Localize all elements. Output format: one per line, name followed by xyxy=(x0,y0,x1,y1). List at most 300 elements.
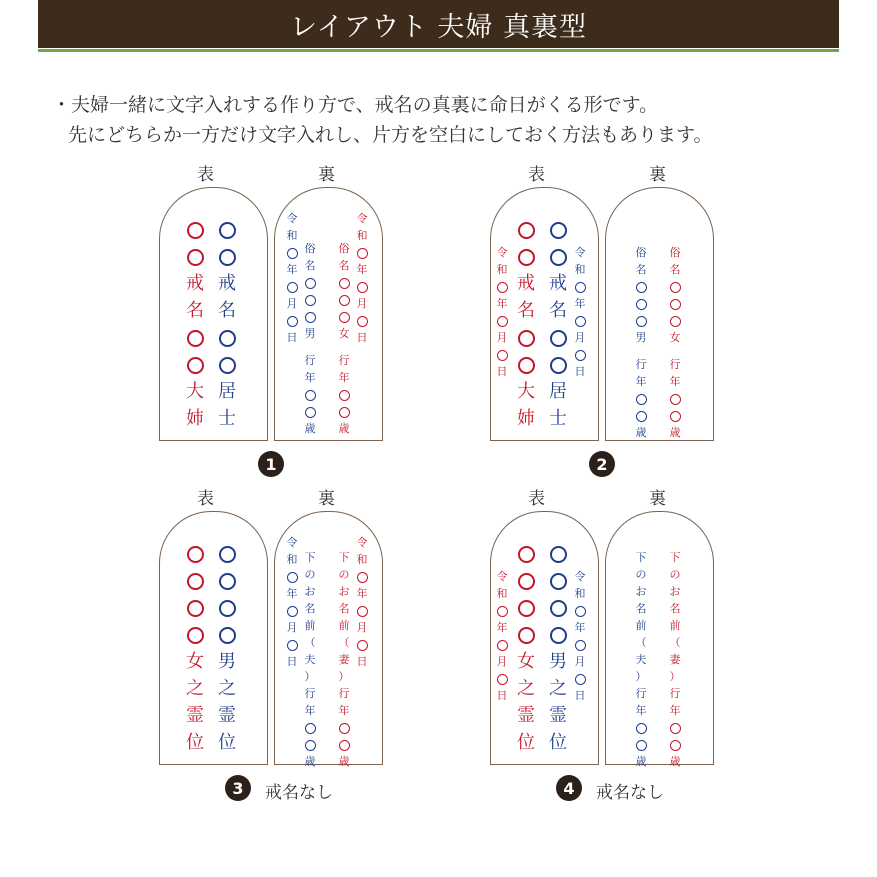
placeholder-circle-icon xyxy=(305,278,316,289)
glyph: 令 xyxy=(356,212,368,225)
placeholder-circle-icon xyxy=(670,740,681,751)
glyph xyxy=(355,312,369,329)
placeholder-circle-icon xyxy=(187,222,204,239)
glyph xyxy=(303,403,317,420)
glyph: お xyxy=(304,585,316,598)
glyph: お xyxy=(669,585,681,598)
glyph: 戒 xyxy=(186,273,204,294)
glyph: 下 xyxy=(635,551,647,564)
page-title: レイアウト 夫婦 真裏型 xyxy=(289,11,587,43)
glyph: 行 xyxy=(338,687,350,700)
front-column-red xyxy=(184,540,206,756)
tablet-back xyxy=(605,187,714,441)
glyph: 夫 xyxy=(304,653,316,666)
placeholder-circle-icon xyxy=(219,600,236,617)
glyph xyxy=(547,216,569,243)
glyph xyxy=(184,567,206,594)
glyph: 霊 xyxy=(517,705,535,726)
glyph xyxy=(184,216,206,243)
glyph: 行 xyxy=(338,354,350,367)
front-column-blue xyxy=(573,244,587,380)
glyph xyxy=(668,719,682,736)
placeholder-circle-icon xyxy=(357,248,368,259)
placeholder-circle-icon xyxy=(575,640,586,651)
tablet-front xyxy=(490,511,599,765)
glyph: 歳 xyxy=(669,755,681,768)
glyph xyxy=(547,324,569,351)
placeholder-circle-icon xyxy=(287,606,298,617)
placeholder-circle-icon xyxy=(187,357,204,374)
glyph xyxy=(184,594,206,621)
glyph: 妻 xyxy=(338,653,350,666)
placeholder-circle-icon xyxy=(670,282,681,293)
glyph: 名 xyxy=(517,300,535,321)
glyph: の xyxy=(635,568,647,581)
front-column-blue xyxy=(547,216,569,432)
glyph: 俗 xyxy=(304,242,316,255)
glyph xyxy=(285,278,299,295)
glyph xyxy=(303,342,317,352)
glyph: の xyxy=(669,568,681,581)
placeholder-circle-icon xyxy=(670,316,681,327)
glyph xyxy=(547,594,569,621)
placeholder-circle-icon xyxy=(575,316,586,327)
glyph xyxy=(216,540,238,567)
placeholder-circle-icon xyxy=(305,295,316,306)
placeholder-circle-icon xyxy=(636,282,647,293)
glyph: 年 xyxy=(304,704,316,717)
glyph: 位 xyxy=(517,732,535,753)
front-label: 表 xyxy=(528,489,545,509)
glyph xyxy=(634,346,648,356)
glyph: 歳 xyxy=(669,426,681,439)
glyph: 歳 xyxy=(338,422,350,435)
placeholder-circle-icon xyxy=(575,674,586,685)
glyph xyxy=(547,567,569,594)
placeholder-circle-icon xyxy=(550,222,567,239)
glyph: 令 xyxy=(356,536,368,549)
glyph xyxy=(495,670,509,687)
glyph xyxy=(634,390,648,407)
placeholder-circle-icon xyxy=(287,572,298,583)
glyph: お xyxy=(338,585,350,598)
glyph: 和 xyxy=(496,587,508,600)
glyph xyxy=(515,567,537,594)
glyph: 之 xyxy=(517,678,535,699)
glyph: 年 xyxy=(286,263,298,276)
glyph xyxy=(634,407,648,424)
glyph: ） xyxy=(338,670,350,683)
placeholder-circle-icon xyxy=(636,723,647,734)
glyph: 霊 xyxy=(218,705,236,726)
front-label: 表 xyxy=(197,165,214,185)
glyph xyxy=(337,719,351,736)
layout-number-badge: 4 xyxy=(556,775,582,801)
glyph: 男 xyxy=(635,331,647,344)
glyph: 下 xyxy=(669,551,681,564)
glyph: 月 xyxy=(496,331,508,344)
glyph: 令 xyxy=(496,570,508,583)
glyph xyxy=(515,324,537,351)
tablet-front xyxy=(159,187,268,441)
glyph: 行 xyxy=(635,687,647,700)
glyph: 令 xyxy=(574,246,586,259)
back-column-blue xyxy=(303,240,317,437)
glyph xyxy=(337,342,351,352)
glyph: 霊 xyxy=(549,705,567,726)
glyph: 名 xyxy=(304,259,316,272)
glyph: 歳 xyxy=(304,755,316,768)
glyph xyxy=(573,636,587,653)
glyph: 俗 xyxy=(635,246,647,259)
glyph: 居 xyxy=(549,381,567,402)
placeholder-circle-icon xyxy=(518,573,535,590)
glyph: （ xyxy=(304,636,316,649)
placeholder-circle-icon xyxy=(339,278,350,289)
glyph: 女 xyxy=(669,331,681,344)
placeholder-circle-icon xyxy=(219,573,236,590)
tablet-front xyxy=(159,511,268,765)
placeholder-circle-icon xyxy=(219,627,236,644)
glyph xyxy=(495,278,509,295)
glyph: 令 xyxy=(286,212,298,225)
glyph xyxy=(573,312,587,329)
front-column-red xyxy=(495,568,509,704)
glyph: 行 xyxy=(669,687,681,700)
glyph: （ xyxy=(635,636,647,649)
layout-panel-4 xyxy=(490,484,877,804)
glyph: 日 xyxy=(574,365,586,378)
page-header xyxy=(38,0,839,48)
glyph: 女 xyxy=(338,327,350,340)
glyph: 前 xyxy=(635,619,647,632)
glyph: 男 xyxy=(304,327,316,340)
back-column-blue xyxy=(285,534,299,670)
glyph xyxy=(285,636,299,653)
glyph xyxy=(573,602,587,619)
layout-caption: 戒名なし xyxy=(596,783,664,803)
glyph xyxy=(573,346,587,363)
glyph xyxy=(285,244,299,261)
placeholder-circle-icon xyxy=(575,606,586,617)
glyph xyxy=(337,386,351,403)
glyph: 大 xyxy=(186,381,204,402)
glyph xyxy=(634,312,648,329)
placeholder-circle-icon xyxy=(550,357,567,374)
glyph xyxy=(515,351,537,378)
glyph xyxy=(184,621,206,648)
glyph: 日 xyxy=(286,655,298,668)
glyph: 年 xyxy=(496,297,508,310)
glyph: 戒 xyxy=(517,273,535,294)
glyph xyxy=(547,243,569,270)
glyph xyxy=(634,736,648,753)
placeholder-circle-icon xyxy=(518,249,535,266)
placeholder-circle-icon xyxy=(518,600,535,617)
glyph: 歳 xyxy=(338,755,350,768)
glyph: 月 xyxy=(286,297,298,310)
glyph: 名 xyxy=(635,602,647,615)
placeholder-circle-icon xyxy=(575,282,586,293)
glyph: 年 xyxy=(356,263,368,276)
glyph xyxy=(303,274,317,291)
glyph xyxy=(337,736,351,753)
glyph: 名 xyxy=(338,259,350,272)
placeholder-circle-icon xyxy=(550,573,567,590)
back-column-blue xyxy=(634,549,648,770)
placeholder-circle-icon xyxy=(550,627,567,644)
placeholder-circle-icon xyxy=(287,640,298,651)
glyph xyxy=(216,621,238,648)
glyph: 之 xyxy=(186,678,204,699)
front-column-blue xyxy=(573,568,587,704)
placeholder-circle-icon xyxy=(219,330,236,347)
placeholder-circle-icon xyxy=(187,573,204,590)
placeholder-circle-icon xyxy=(219,546,236,563)
placeholder-circle-icon xyxy=(339,723,350,734)
front-column-blue xyxy=(216,216,238,432)
intro-line-2: 先にどちらか一方だけ文字入れし、片方を空白にしておく方法もあります。 xyxy=(68,124,713,146)
glyph xyxy=(668,346,682,356)
placeholder-circle-icon xyxy=(219,249,236,266)
layout-caption: 戒名なし xyxy=(265,783,333,803)
placeholder-circle-icon xyxy=(497,606,508,617)
glyph xyxy=(216,324,238,351)
glyph xyxy=(547,540,569,567)
placeholder-circle-icon xyxy=(219,357,236,374)
placeholder-circle-icon xyxy=(187,600,204,617)
back-column-red xyxy=(337,240,351,437)
placeholder-circle-icon xyxy=(287,282,298,293)
glyph xyxy=(547,351,569,378)
glyph xyxy=(216,567,238,594)
glyph xyxy=(634,295,648,312)
glyph: 位 xyxy=(549,732,567,753)
glyph: 年 xyxy=(338,704,350,717)
glyph xyxy=(184,324,206,351)
glyph xyxy=(495,312,509,329)
glyph: 令 xyxy=(496,246,508,259)
glyph xyxy=(634,719,648,736)
glyph: 下 xyxy=(338,551,350,564)
glyph: 歳 xyxy=(304,422,316,435)
glyph: 男 xyxy=(218,651,236,672)
placeholder-circle-icon xyxy=(187,546,204,563)
front-column-red xyxy=(495,244,509,380)
glyph: 之 xyxy=(549,678,567,699)
back-column-red xyxy=(355,534,369,670)
front-column-red xyxy=(515,540,537,756)
placeholder-circle-icon xyxy=(636,299,647,310)
layout-panel-2 xyxy=(490,160,877,480)
glyph: 月 xyxy=(286,621,298,634)
placeholder-circle-icon xyxy=(518,546,535,563)
glyph xyxy=(184,540,206,567)
glyph: 行 xyxy=(304,354,316,367)
glyph: 歳 xyxy=(635,755,647,768)
glyph: 名 xyxy=(186,300,204,321)
placeholder-circle-icon xyxy=(357,606,368,617)
back-column-blue xyxy=(303,549,317,770)
glyph xyxy=(515,540,537,567)
glyph xyxy=(337,291,351,308)
back-label: 裏 xyxy=(649,489,666,509)
placeholder-circle-icon xyxy=(357,572,368,583)
glyph xyxy=(355,278,369,295)
glyph: 和 xyxy=(356,553,368,566)
glyph: 名 xyxy=(218,300,236,321)
front-column-blue xyxy=(216,540,238,756)
glyph: 戒 xyxy=(218,273,236,294)
placeholder-circle-icon xyxy=(550,546,567,563)
glyph xyxy=(495,602,509,619)
placeholder-circle-icon xyxy=(357,282,368,293)
placeholder-circle-icon xyxy=(305,740,316,751)
intro-text xyxy=(52,90,712,150)
glyph: 位 xyxy=(186,732,204,753)
back-label: 裏 xyxy=(649,165,666,185)
placeholder-circle-icon xyxy=(305,723,316,734)
placeholder-circle-icon xyxy=(339,295,350,306)
glyph xyxy=(573,278,587,295)
glyph xyxy=(303,308,317,325)
glyph: 女 xyxy=(517,651,535,672)
layout-number-badge: 3 xyxy=(225,775,251,801)
glyph: 日 xyxy=(496,689,508,702)
glyph xyxy=(337,308,351,325)
glyph xyxy=(285,312,299,329)
glyph: お xyxy=(635,585,647,598)
placeholder-circle-icon xyxy=(636,316,647,327)
glyph xyxy=(668,736,682,753)
glyph: 和 xyxy=(496,263,508,276)
placeholder-circle-icon xyxy=(187,627,204,644)
glyph: 前 xyxy=(669,619,681,632)
glyph xyxy=(216,351,238,378)
glyph xyxy=(668,407,682,424)
glyph: 年 xyxy=(286,587,298,600)
glyph: 月 xyxy=(574,331,586,344)
glyph: 霊 xyxy=(186,705,204,726)
glyph xyxy=(355,568,369,585)
glyph: 名 xyxy=(549,300,567,321)
glyph: 和 xyxy=(286,553,298,566)
placeholder-circle-icon xyxy=(497,640,508,651)
placeholder-circle-icon xyxy=(636,394,647,405)
front-column-blue xyxy=(547,540,569,756)
glyph: 姉 xyxy=(517,408,535,429)
glyph: 日 xyxy=(574,689,586,702)
glyph xyxy=(634,278,648,295)
glyph: 日 xyxy=(356,655,368,668)
placeholder-circle-icon xyxy=(518,627,535,644)
header-rule xyxy=(38,49,839,52)
placeholder-circle-icon xyxy=(339,407,350,418)
glyph: 和 xyxy=(574,263,586,276)
glyph: 妻 xyxy=(669,653,681,666)
glyph: の xyxy=(338,568,350,581)
glyph: 令 xyxy=(574,570,586,583)
placeholder-circle-icon xyxy=(497,350,508,361)
glyph xyxy=(285,568,299,585)
placeholder-circle-icon xyxy=(497,674,508,685)
glyph: 月 xyxy=(356,297,368,310)
glyph: 年 xyxy=(574,621,586,634)
glyph: 士 xyxy=(549,408,567,429)
glyph: ） xyxy=(669,670,681,683)
glyph: 名 xyxy=(304,602,316,615)
placeholder-circle-icon xyxy=(636,411,647,422)
back-column-red xyxy=(668,244,682,441)
glyph: 和 xyxy=(356,229,368,242)
placeholder-circle-icon xyxy=(305,312,316,323)
placeholder-circle-icon xyxy=(670,411,681,422)
placeholder-circle-icon xyxy=(305,407,316,418)
glyph: 夫 xyxy=(635,653,647,666)
glyph xyxy=(668,295,682,312)
glyph: 年 xyxy=(635,375,647,388)
placeholder-circle-icon xyxy=(339,740,350,751)
placeholder-circle-icon xyxy=(550,249,567,266)
placeholder-circle-icon xyxy=(497,282,508,293)
back-column-blue xyxy=(634,244,648,441)
glyph xyxy=(668,278,682,295)
tablet-back xyxy=(274,511,383,768)
glyph: 年 xyxy=(669,704,681,717)
glyph xyxy=(515,243,537,270)
glyph: 和 xyxy=(286,229,298,242)
placeholder-circle-icon xyxy=(636,740,647,751)
front-label: 表 xyxy=(197,489,214,509)
glyph: 名 xyxy=(669,602,681,615)
front-column-red xyxy=(515,216,537,432)
glyph: 年 xyxy=(496,621,508,634)
glyph: 年 xyxy=(574,297,586,310)
glyph: 戒 xyxy=(549,273,567,294)
glyph: 名 xyxy=(669,263,681,276)
placeholder-circle-icon xyxy=(339,312,350,323)
glyph: 前 xyxy=(304,619,316,632)
glyph xyxy=(216,216,238,243)
placeholder-circle-icon xyxy=(187,330,204,347)
glyph: 之 xyxy=(218,678,236,699)
glyph: （ xyxy=(338,636,350,649)
glyph xyxy=(495,346,509,363)
glyph: 月 xyxy=(574,655,586,668)
placeholder-circle-icon xyxy=(518,330,535,347)
placeholder-circle-icon xyxy=(287,316,298,327)
back-column-red xyxy=(337,549,351,770)
glyph xyxy=(547,621,569,648)
glyph: ） xyxy=(635,670,647,683)
glyph xyxy=(184,351,206,378)
layout-number-badge: 2 xyxy=(589,451,615,477)
glyph: 歳 xyxy=(635,426,647,439)
glyph: 俗 xyxy=(669,246,681,259)
glyph: 大 xyxy=(517,381,535,402)
glyph xyxy=(216,594,238,621)
placeholder-circle-icon xyxy=(575,350,586,361)
glyph: 姉 xyxy=(186,408,204,429)
placeholder-circle-icon xyxy=(670,394,681,405)
glyph: 位 xyxy=(218,732,236,753)
glyph: 俗 xyxy=(338,242,350,255)
glyph xyxy=(216,243,238,270)
glyph xyxy=(515,216,537,243)
glyph: 行 xyxy=(669,358,681,371)
placeholder-circle-icon xyxy=(550,600,567,617)
glyph: 年 xyxy=(635,704,647,717)
